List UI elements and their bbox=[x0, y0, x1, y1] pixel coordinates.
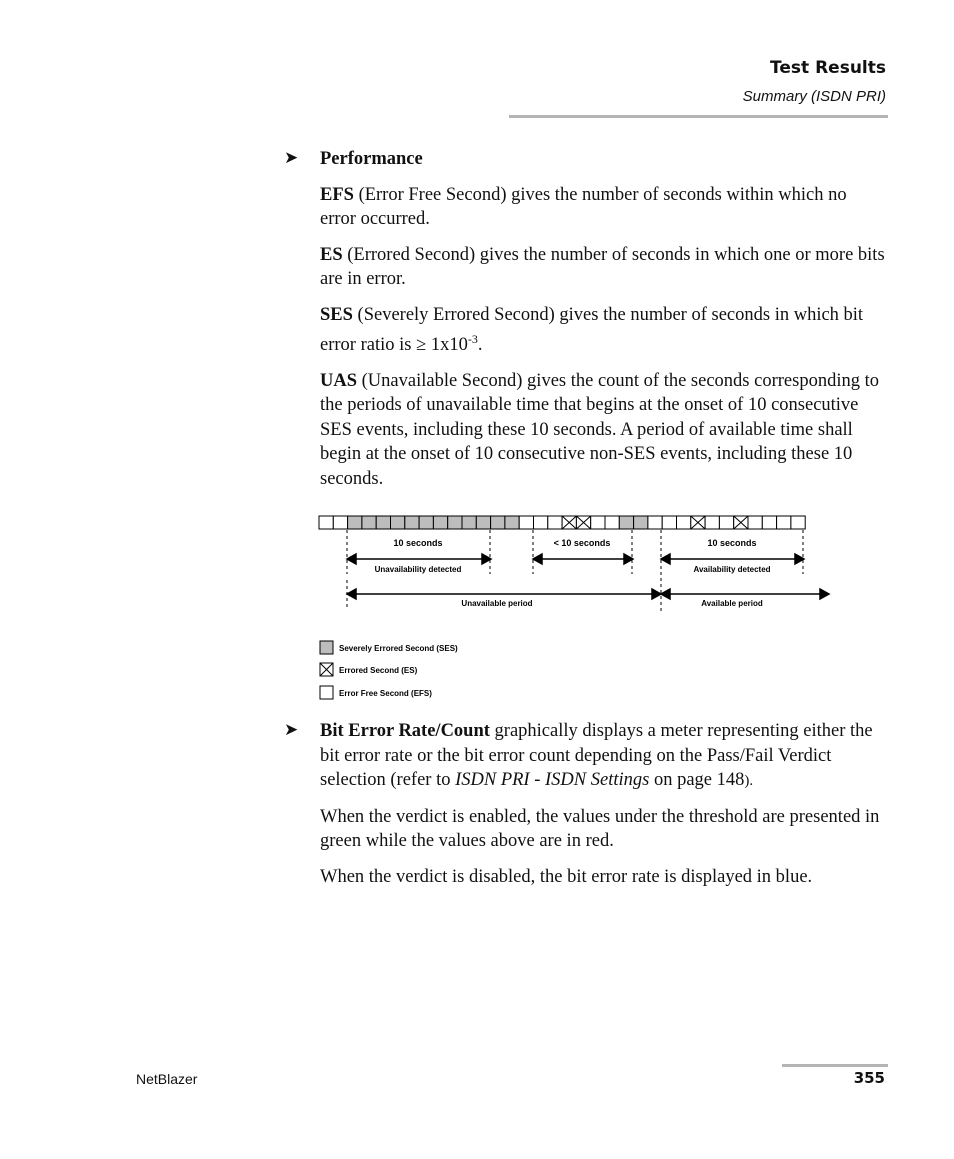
ses-cell bbox=[491, 516, 505, 529]
legend-efs-swatch bbox=[320, 686, 333, 699]
ses-cell bbox=[505, 516, 519, 529]
arrows bbox=[347, 554, 829, 599]
ses-cell bbox=[619, 516, 633, 529]
efs-cell bbox=[777, 516, 791, 529]
ses-cell bbox=[476, 516, 490, 529]
legend bbox=[320, 641, 458, 699]
efs-cell bbox=[719, 516, 733, 529]
label-less-10-seconds: < 10 seconds bbox=[553, 538, 611, 548]
efs-cell bbox=[548, 516, 562, 529]
efs-cell bbox=[748, 516, 762, 529]
bit-error-section bbox=[320, 719, 886, 900]
efs-cell bbox=[648, 516, 662, 529]
section-heading: Performance bbox=[320, 149, 423, 169]
seconds-cell-row bbox=[319, 516, 805, 529]
efs-cell bbox=[519, 516, 533, 529]
ses-cell bbox=[405, 516, 419, 529]
legend-ses-label: Severely Errored Second (SES) bbox=[339, 644, 458, 653]
legend-efs-label: Error Free Second (EFS) bbox=[339, 689, 432, 698]
ses-cell bbox=[419, 516, 433, 529]
verdict-enabled-text: When the verdict is enabled, the values under the threshold are presented in green while the values above are in red. bbox=[320, 806, 880, 851]
efs-cell bbox=[791, 516, 805, 529]
efs-cell bbox=[677, 516, 691, 529]
efs-cell bbox=[762, 516, 776, 529]
bit-error-description: Bit Error Rate/Count graphically displays a meter representing either the bit error rate or the bit error count depending on the Pass/Fail Verdict selection (refer to ISDN PRI - ISDN Settings on page 148). bbox=[320, 721, 873, 790]
header-title: Test Results bbox=[770, 58, 886, 78]
efs-cell bbox=[319, 516, 333, 529]
efs-cell bbox=[534, 516, 548, 529]
ses-cell bbox=[433, 516, 447, 529]
ses-cell bbox=[362, 516, 376, 529]
ses-cell bbox=[462, 516, 476, 529]
label-available-period: Available period bbox=[701, 599, 763, 608]
label-10-seconds-1: 10 seconds bbox=[393, 538, 443, 548]
label-unavailability-detected: Unavailability detected bbox=[374, 565, 462, 574]
header-rule bbox=[509, 115, 888, 118]
efs-definition: EFS (Error Free Second) gives the number of seconds within which no error occurred. bbox=[320, 184, 847, 229]
footer-rule bbox=[782, 1064, 888, 1067]
efs-cell bbox=[662, 516, 676, 529]
ses-cell bbox=[348, 516, 362, 529]
label-availability-detected: Availability detected bbox=[693, 565, 771, 574]
bullet-arrow-icon: ➤ bbox=[284, 720, 299, 739]
performance-section bbox=[320, 147, 886, 502]
ses-cell bbox=[391, 516, 405, 529]
settings-link[interactable]: ISDN PRI - ISDN Settings bbox=[455, 770, 650, 790]
legend-ses-swatch bbox=[320, 641, 333, 654]
es-definition: ES (Errored Second) gives the number of seconds in which one or more bits are in error. bbox=[320, 244, 885, 289]
availability-diagram bbox=[314, 510, 834, 705]
ses-definition: SES (Severely Errored Second) gives the number of seconds in which bit error ratio is ≥ $1x10^{-3}$. bbox=[320, 304, 864, 356]
efs-cell bbox=[705, 516, 719, 529]
header-subtitle: Summary (ISDN PRI) bbox=[742, 88, 886, 105]
verdict-disabled-text: When the verdict is disabled, the bit error rate is displayed in blue. bbox=[320, 866, 813, 887]
efs-cell bbox=[333, 516, 347, 529]
label-10-seconds-2: 10 seconds bbox=[707, 538, 757, 548]
efs-cell bbox=[591, 516, 605, 529]
footer-product: NetBlazer bbox=[136, 1071, 198, 1087]
page-number: 355 bbox=[853, 1069, 885, 1087]
ses-cell bbox=[448, 516, 462, 529]
ses-cell bbox=[634, 516, 648, 529]
bullet-arrow-icon: ➤ bbox=[284, 148, 299, 167]
uas-definition: UAS (Unavailable Second) gives the count of the seconds corresponding to the periods of unavailable time that begins at the onset of 10 consecutive SES events, including these 10 seconds. A period of available time shall begin at the onset of 10 consecutive non-SES events, including these 10 seconds. bbox=[320, 370, 879, 489]
ses-cell bbox=[376, 516, 390, 529]
label-unavailable-period: Unavailable period bbox=[461, 599, 533, 608]
efs-cell bbox=[605, 516, 619, 529]
legend-es-label: Errored Second (ES) bbox=[339, 666, 418, 675]
